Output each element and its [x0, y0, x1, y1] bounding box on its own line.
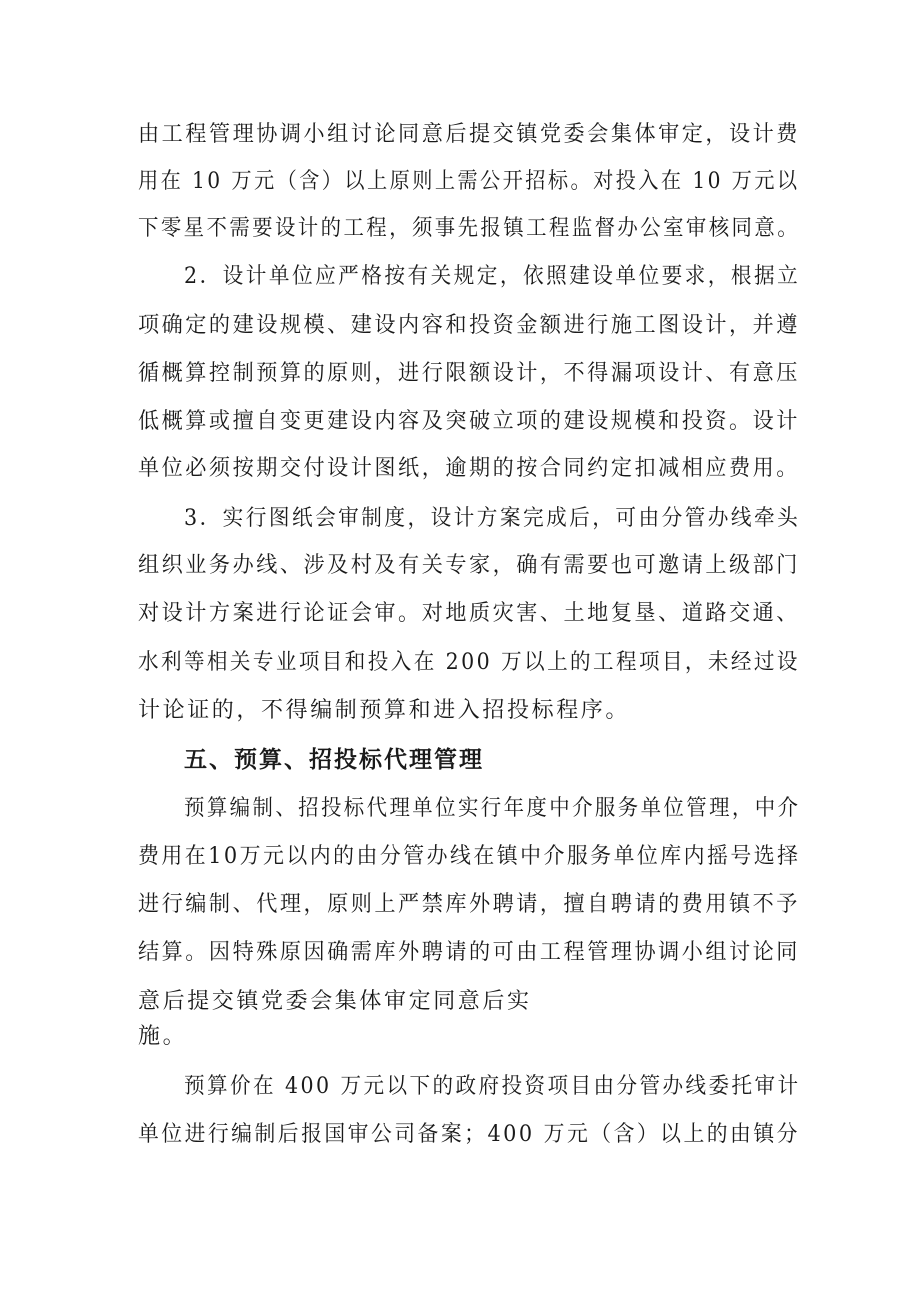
body-text-line: 由工程管理协调小组讨论同意后提交镇党委会集体审定，设计费: [138, 122, 800, 147]
body-text-line: 结算。因特殊原因确需库外聘请的可由工程管理协调小组讨论同: [138, 940, 800, 965]
body-text-line: 下零星不需要设计的工程，须事先报镇工程监督办公室审核同意。: [138, 216, 801, 241]
body-text-line: 单位进行编制后报国审公司备案；400 万元（含）以上的由镇分: [138, 1122, 800, 1147]
body-text-line: 2．设计单位应严格按有关规定，依照建设单位要求，根据立: [184, 264, 801, 289]
body-text-line: 施。: [138, 1024, 188, 1049]
body-text-line: 进行编制、代理，原则上严禁库外聘请，擅自聘请的费用镇不予: [138, 892, 800, 917]
body-text-line: 水利等相关专业项目和投入在 200 万以上的工程项目，未经过设: [138, 650, 800, 675]
body-text-line: 单位必须按期交付设计图纸，逾期的按合同约定扣减相应费用。: [138, 456, 800, 481]
body-text-line: 预算编制、招投标代理单位实行年度中介服务单位管理，中介: [184, 796, 801, 821]
body-text-line: 预算价在 400 万元以下的政府投资项目由分管办线委托审计: [184, 1074, 801, 1099]
body-text-line: 意后提交镇党委会集体审定同意后实: [138, 989, 532, 1014]
body-text-line: 用在 10 万元（含）以上原则上需公开招标。对投入在 10 万元以: [138, 169, 800, 194]
section-heading: 五、预算、招投标代理管理: [184, 747, 484, 773]
body-text-line: 项确定的建设规模、建设内容和投资金额进行施工图设计，并遵: [138, 313, 800, 338]
body-text-line: 计论证的，不得编制预算和进入招投标程序。: [138, 698, 631, 723]
body-text-line: 费用在10万元以内的由分管办线在镇中介服务单位库内摇号选择: [138, 844, 801, 869]
body-text-line: 对设计方案进行论证会审。对地质灾害、土地复垦、道路交通、: [138, 601, 800, 626]
body-text-line: 组织业务办线、涉及村及有关专家，确有需要也可邀请上级部门: [138, 553, 800, 578]
body-text-line: 3．实行图纸会审制度，设计方案完成后，可由分管办线牵头: [184, 506, 801, 531]
body-text-line: 循概算控制预算的原则，进行限额设计，不得漏项设计、有意压: [138, 361, 800, 386]
body-text-line: 低概算或擅自变更建设内容及突破立项的建设规模和投资。设计: [138, 409, 800, 434]
